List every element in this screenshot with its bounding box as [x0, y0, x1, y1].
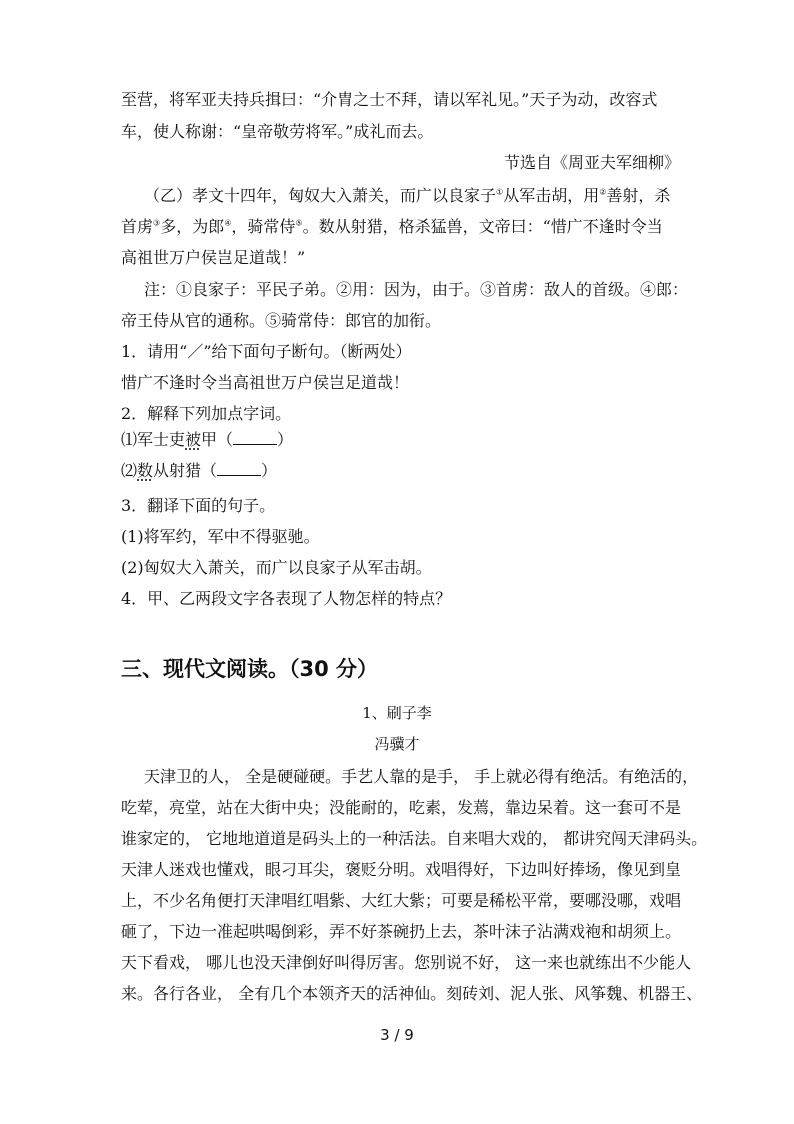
question-4: 4．甲、乙两段文字各表现了人物怎样的特点？ — [121, 589, 452, 608]
question-1-sentence: 惜广不逢时令当高祖世万户侯岂足道哉！ — [121, 373, 410, 392]
p2-l2-b: 多，为郎 — [160, 217, 225, 236]
section-heading: 三、现代文阅读。（30 分） — [121, 657, 379, 681]
dotted-word-bei: 被 — [185, 430, 202, 449]
answer-blank-1[interactable] — [233, 430, 277, 445]
question-2-item-2 — [121, 461, 277, 481]
article-line-2: 吃荤，亮堂，站在大街中央；没能耐的，吃素，发蔫，靠边呆着。这一套可不是 — [121, 798, 682, 817]
classical-p2-line3: 高祖世万户侯岂足道哉！” — [121, 248, 306, 267]
page-number: 3 / 9 — [380, 1026, 414, 1044]
answer-blank-2[interactable] — [217, 461, 261, 476]
classical-p2-line2 — [121, 217, 663, 237]
classical-source: 节选自《周亚夫军细柳》 — [504, 153, 681, 172]
article-line-6: 砸了，下边一准起哄喝倒彩，弄不好茶碗扔上去，茶叶沫子沾满戏袍和胡须上。 — [121, 922, 682, 941]
classical-p1-line1: 至营，将军亚夫持兵揖曰：“介胄之士不拜，请以军礼见。”天子为动，改容式 — [121, 90, 658, 109]
q2-2-a: ⑵ — [121, 461, 138, 480]
article-title: 1、刷子李 — [362, 704, 432, 722]
article-line-7: 天下看戏， 哪儿也没天津倒好叫得厉害。您别说不好， 这一来也就练出不少能人 — [121, 953, 692, 972]
notes-line2: 帝王侍从官的通称。⑤骑常侍：郎官的加衔。 — [121, 311, 442, 330]
note-mark-1: ① — [496, 187, 504, 197]
note-mark-5: ⑤ — [295, 218, 303, 228]
q2-1-a: ⑴军士吏 — [121, 430, 186, 449]
p2-l2-d: 。数从射猎，格杀猛兽，文帝曰：“惜广不逢时令当 — [302, 217, 663, 236]
notes-line1: 注：①良家子：平民子弟。②用：因为，由于。③首虏：敌人的首级。④郎： — [144, 280, 689, 299]
question-3-item-2: (2)匈奴大入萧关，而广以良家子从军击胡。 — [121, 558, 432, 577]
question-3: 3．翻译下面的句子。 — [121, 496, 276, 515]
q2-1-b: 甲（ — [201, 430, 234, 449]
article-line-8: 来。各行各业， 全有几个本领齐天的活神仙。刻砖刘、泥人张、风筝魏、机器王、 — [121, 984, 703, 1003]
article-line-3: 谁家定的， 它地地道道是码头上的一种活法。自来唱大戏的， 都讲究闯天津码头。 — [121, 829, 708, 848]
question-3-item-1: (1)将军约，军中不得驱驰。 — [121, 527, 320, 546]
p2-l1-c: 善射，杀 — [606, 186, 671, 205]
p2-l1-b: 从军击胡，用 — [503, 186, 600, 205]
question-1: 1．请用“／”给下面句子断句。（断两处） — [121, 342, 412, 361]
article-line-4: 天津人迷戏也懂戏，眼刁耳尖，褒贬分明。戏唱得好，下边叫好捧场，像见到皇 — [121, 860, 682, 879]
p2-l2-c: ，骑常侍 — [231, 217, 296, 236]
question-2-item-1 — [121, 430, 293, 450]
note-mark-4: ④ — [224, 218, 232, 228]
classical-p1-line2: 车，使人称谢：“皇帝敬劳将军。”成礼而去。 — [121, 122, 434, 141]
note-mark-2: ② — [599, 187, 607, 197]
q2-2-b: 从射猎（ — [153, 461, 218, 480]
dotted-word-shu: 数 — [137, 461, 154, 480]
article-author: 冯骥才 — [374, 735, 420, 753]
question-2: 2．解释下列加点字词。 — [121, 404, 292, 423]
p2-l2-a: 首虏 — [121, 217, 154, 236]
classical-p2-line1 — [144, 186, 670, 206]
p2-l1-a: （乙）孝文十四年，匈奴大入萧关，而广以良家子 — [144, 186, 497, 205]
article-line-5: 上，不少名角便打天津唱红唱紫、大红大紫；可要是稀松平常，要哪没哪，戏唱 — [121, 891, 682, 910]
article-line-1: 天津卫的人， 全是硬碰硬。手艺人靠的是手， 手上就必得有绝活。有绝活的， — [144, 767, 699, 786]
q2-2-c: ） — [261, 461, 278, 480]
note-mark-3: ③ — [153, 218, 161, 228]
q2-1-c: ） — [277, 430, 294, 449]
